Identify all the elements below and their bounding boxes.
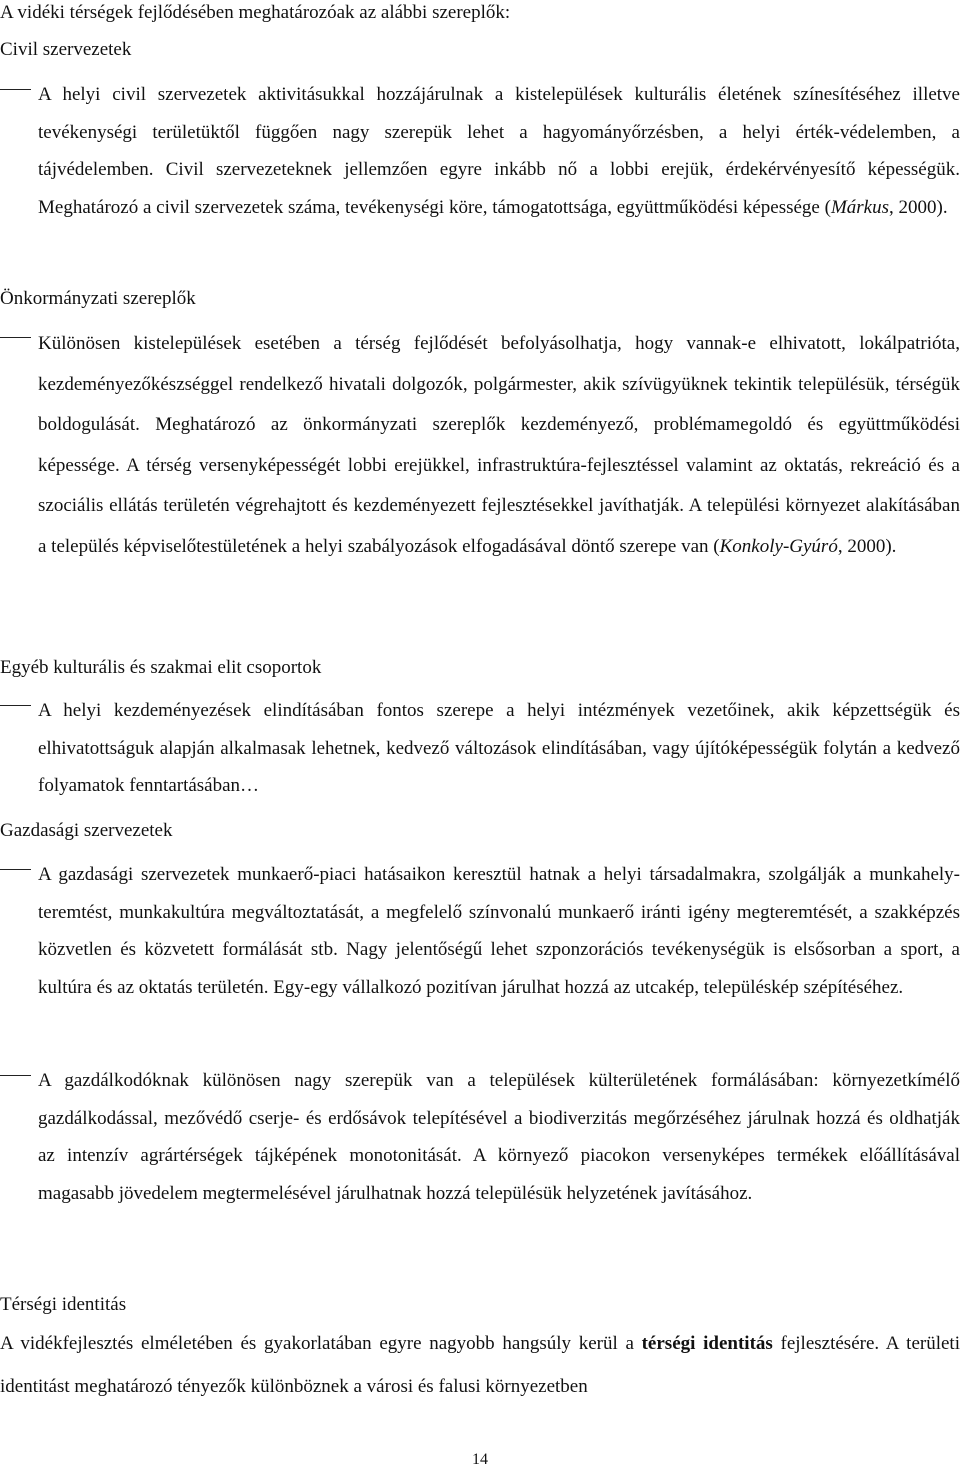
list-item-text: A gazdasági szervezetek munkaerő-piaci hatásaikon keresztül hatnak a helyi társadalmakra, szolgálják a munkahely-teremtést, munkakultúra megváltoztatását, a megfelelő színvonalú munkaerő iránti igény megteremtését, a szakképzés közvetlen és közvetett formálását stb. Nagy jelentőségű lehet szponzorációs tevékenységük is elsősorban a sport, a kultúra és az oktatás területén. Egy-egy vállalkozó pozitívan járulhat hozzá az utcakép, településkép szépítéséhez. <box>38 864 960 999</box>
section-heading-civil: Civil szervezetek <box>0 39 132 60</box>
list-item-text: A helyi civil szervezetek aktivitásukkal hozzájárulnak a kistelepülések kulturális életének színesítéséhez illetve tevékenységi területüktől függően nagy szerepük lehet a hagyományőrzésben, a helyi érték-védelemben, a tájvédelemben. Civil szervezeteknek jellemzően egyre inkább nő a lobbi erejük, érdekérvényesítő képességük. Meghatározó a civil szervezetek száma, tevékenységi köre, támogatottsága, együttműködési képessége (Márkus, 2000). <box>38 84 960 219</box>
list-item-gazdasagi-1 <box>0 856 960 1026</box>
page-number: 14 <box>472 1451 488 1468</box>
dash-bullet <box>0 869 31 870</box>
paragraph-identitas: A vidékfejlesztés elméletében és gyakorlatában egyre nagyobb hangsúly kerül a térségi identitás fejlesztésére. A területi identitást meghatározó tényezők különböznek a városi és falusi környezetben <box>0 1333 960 1397</box>
intro-line: A vidéki térségek fejlődésében meghatározóak az alábbi szereplők: <box>0 2 511 23</box>
list-item-text: A helyi kezdeményezések elindításában fontos szerepe a helyi intézmények vezetőinek, akik képzettségük és elhivatottságuk alapján alkalmasak lehetnek, kedvező változások elindításában, vagy újítóképességük folytán a kedvező folyamatok fenntartásában… <box>38 700 960 797</box>
emphasis-term: térségi identitás <box>641 1333 773 1354</box>
list-item-civil <box>0 76 960 246</box>
list-item-elit <box>0 692 960 824</box>
list-item-text: Különösen kistelepülések esetében a térség fejlődését befolyásolhatja, hogy vannak-e elhivatott, lokálpatrióta, kezdeményezőkészséggel rendelkező hivatali dolgozók, polgármester, akik szívügyüknek tekintik településük, térségük boldogulását. Meghatározó az önkormányzati szereplők kezdeményező, problémamegoldó és együttműködési képessége. A térség versenyképességét lobbi erejükkel, infrastruktúra-fejlesztéssel valamint az oktatás, rekreáció és a szociális ellátás területén végrehajtott és kezdeményezett fejlesztésekkel javíthatják. A települési környezet alakításában a település képviselőtestületének a helyi szabályozások elfogadásával döntő szerepe van (Konkoly-Gyúró, 2000). <box>38 333 960 557</box>
section-heading-gazdasagi: Gazdasági szervezetek <box>0 820 173 841</box>
section-heading-identitas: Térségi identitás <box>0 1294 127 1315</box>
dash-bullet <box>0 1075 31 1076</box>
citation: Márkus <box>830 197 890 219</box>
dash-bullet <box>0 705 31 706</box>
dash-bullet <box>0 337 31 338</box>
list-item-text: A gazdálkodóknak különösen nagy szerepük van a települések külterületének formálásában: környezetkímélő gazdálkodással, mezővédő cserje- és erdősávok telepítésével a biodiverzitás megőrzéséhez járulnak hozzá és oldhatják az intenzív agrártérségek tájképének monotonitását. A környező piacokon versenyképes termékek előállításával magasabb jövedelem megtermelésével járulhatnak hozzá településük helyzetének javításához. <box>38 1070 960 1205</box>
list-item-onkormanyzati <box>0 324 960 587</box>
section-heading-elit: Egyéb kulturális és szakmai elit csoportok <box>0 657 322 678</box>
section-heading-onkormanyzati: Önkormányzati szereplők <box>0 288 196 309</box>
list-item-gazdasagi-2 <box>0 1062 960 1232</box>
citation: Konkoly-Gyúró <box>719 535 838 557</box>
dash-bullet <box>0 89 31 90</box>
